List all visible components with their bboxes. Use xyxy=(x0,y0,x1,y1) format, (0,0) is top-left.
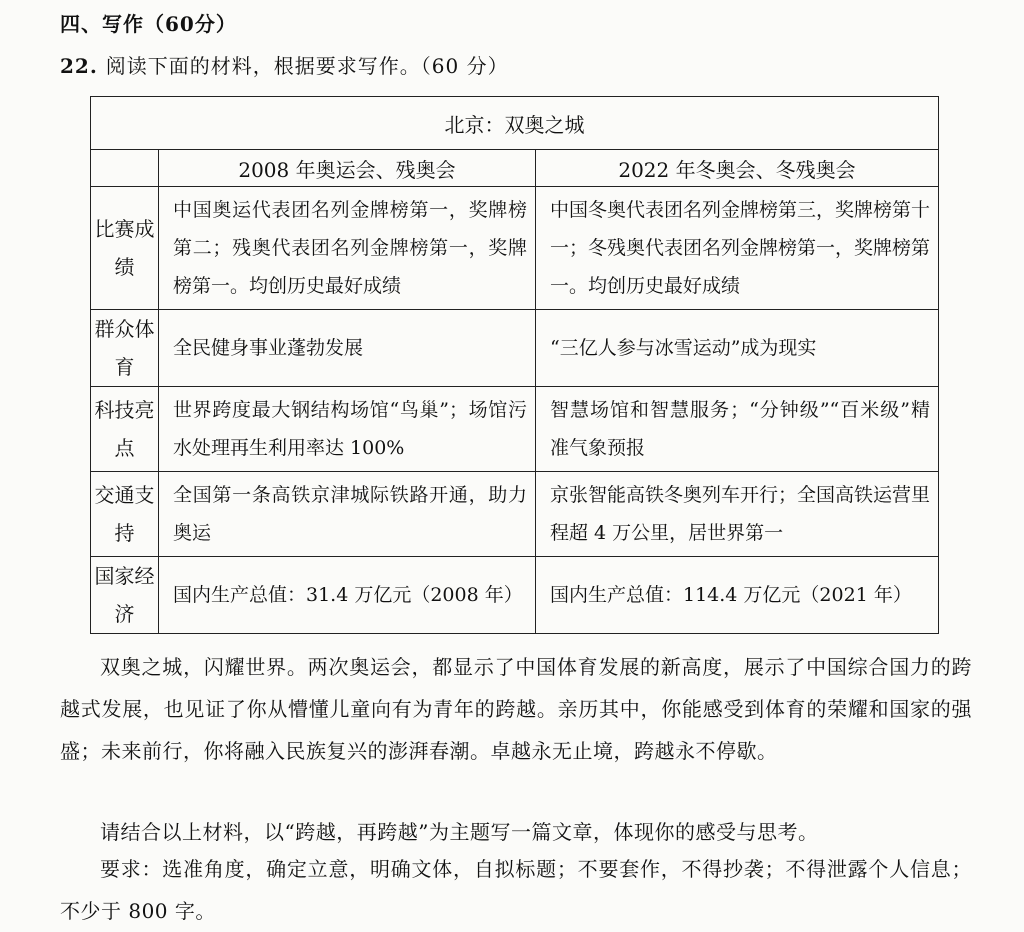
cell-2022-technology: 智慧场馆和智慧服务；“分钟级”“百米级”精准气象预报 xyxy=(536,387,939,472)
cell-2008-transport: 全国第一条高铁京津城际铁路开通，助力奥运 xyxy=(159,472,536,557)
question-prompt xyxy=(60,50,509,79)
column-header-2008: 2008 年奥运会、残奥会 xyxy=(159,150,536,187)
column-header-2022: 2022 年冬奥会、冬残奥会 xyxy=(536,150,939,187)
table-caption: 北京：双奥之城 xyxy=(91,97,939,150)
cell-2022-transport: 京张智能高铁冬奥列车开行；全国高铁运营里程超 4 万公里，居世界第一 xyxy=(536,472,939,557)
section-title: 四、写作（60分） xyxy=(60,12,237,36)
task-paragraph: 请结合以上材料，以“跨越，再跨越”为主题写一篇文章，体现你的感受与思考。 xyxy=(100,820,819,844)
table-caption-row xyxy=(91,97,939,150)
table-header-row xyxy=(91,150,939,187)
question-number: 22. xyxy=(60,54,98,78)
row-label-mass-sports: 群众体育 xyxy=(91,310,159,387)
cell-2008-economy: 国内生产总值：31.4 万亿元（2008 年） xyxy=(159,557,536,634)
table-row xyxy=(91,387,939,472)
row-label-transport: 交通支持 xyxy=(91,472,159,557)
table-row xyxy=(91,472,939,557)
cell-2022-results: 中国冬奥代表团名列金牌榜第三，奖牌榜第十一；冬残奥代表团名列金牌榜第一，奖牌榜第一。均创历史最好成绩 xyxy=(536,187,939,310)
row-label-technology: 科技亮点 xyxy=(91,387,159,472)
table-row xyxy=(91,557,939,634)
cell-2008-mass-sports: 全民健身事业蓬勃发展 xyxy=(159,310,536,387)
row-label-results: 比赛成绩 xyxy=(91,187,159,310)
material-table xyxy=(90,96,939,634)
cell-2008-technology: 世界跨度最大钢结构场馆“鸟巢”；场馆污水处理再生利用率达 100% xyxy=(159,387,536,472)
table-row xyxy=(91,187,939,310)
cell-2022-mass-sports: “三亿人参与冰雪运动”成为现实 xyxy=(536,310,939,387)
row-label-economy: 国家经济 xyxy=(91,557,159,634)
material-paragraph: 双奥之城，闪耀世界。两次奥运会，都显示了中国体育发展的新高度，展示了中国综合国力的跨越式发展，也见证了你从懵懂儿童向有为青年的跨越。亲历其中，你能感受到体育的荣耀和国家的强盛；未来前行，你将融入民族复兴的澎湃春潮。卓越永无止境，跨越永不停歇。 xyxy=(60,655,972,763)
requirements-paragraph: 要求：选准角度，确定立意，明确文体，自拟标题；不要套作，不得抄袭；不得泄露个人信息；不少于 800 字。 xyxy=(60,857,972,923)
cell-2008-results: 中国奥运代表团名列金牌榜第一，奖牌榜第二；残奥代表团名列金牌榜第一，奖牌榜第一。均创历史最好成绩 xyxy=(159,187,536,310)
table-corner xyxy=(91,150,159,187)
table-row xyxy=(91,310,939,387)
cell-2022-economy: 国内生产总值：114.4 万亿元（2021 年） xyxy=(536,557,939,634)
question-text: 阅读下面的材料，根据要求写作。（60 分） xyxy=(105,54,509,78)
